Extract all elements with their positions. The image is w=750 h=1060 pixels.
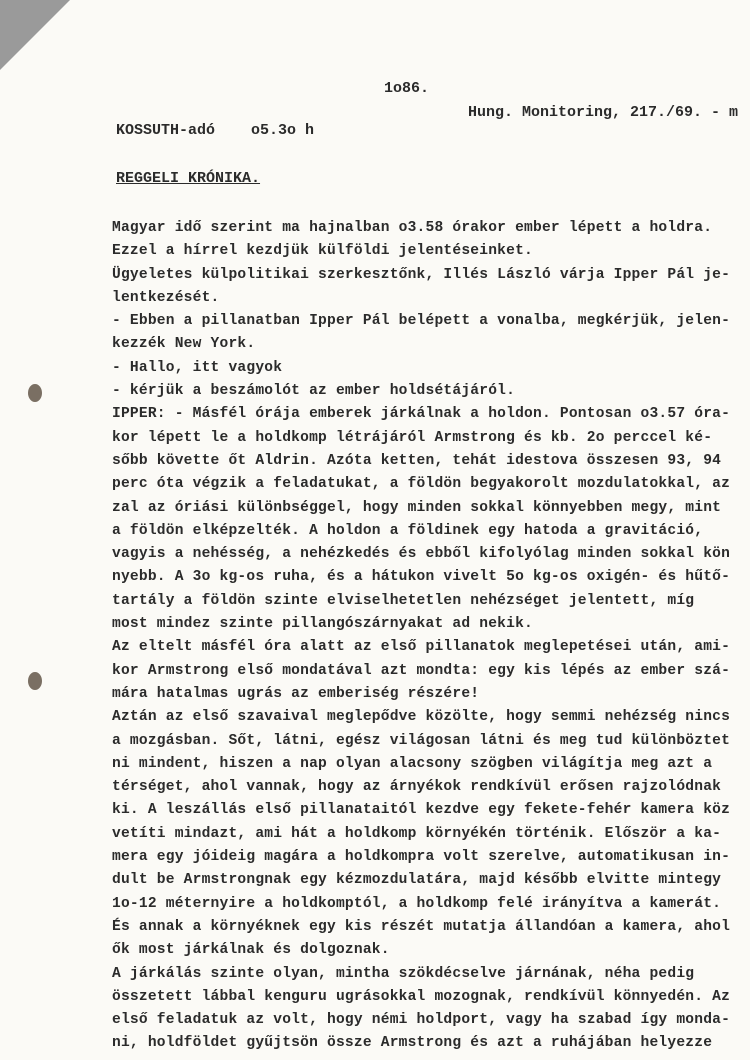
text-line: térséget, ahol vannak, hogy az árnyékok rendkívül erősen rajzolódnak bbox=[112, 779, 722, 796]
text-line: a földön elképzelték. A holdon a földinek egy hatoda a gravitáció, bbox=[112, 522, 704, 539]
text-line: Aztán az első szavaival meglepődve közölte, hogy semmi nehézség nincs bbox=[112, 709, 731, 726]
section-title: REGGELI KRÓNIKA. bbox=[116, 170, 261, 187]
text-line: összetett lábbal kenguru ugrásokkal mozognak, rendkívül könnyedén. Az bbox=[112, 988, 731, 1005]
text-line: ni mindent, hiszen a nap olyan alacsony szögben világítja meg azt a bbox=[112, 755, 713, 772]
text-line: lentkezését. bbox=[112, 289, 220, 306]
page-number: 1o86. bbox=[384, 80, 430, 97]
text-line: - Ebben a pillanatban Ipper Pál belépett a vonalba, megkérjük, jelen- bbox=[112, 313, 731, 330]
text-line: a mozgásban. Sőt, látni, egész világosan látni és meg tud különböztet bbox=[112, 732, 731, 749]
text-line: - kérjük a beszámolót az ember holdsétájáról. bbox=[112, 383, 516, 400]
text-line: kezzék New York. bbox=[112, 336, 256, 353]
text-line: most mindez szinte pillangószárnyakat ad nekik. bbox=[112, 616, 534, 633]
text-line: Magyar idő szerint ma hajnalban o3.58 órakor ember lépett a holdra. bbox=[112, 220, 713, 236]
text-line: vagyis a nehésség, a nehézkedés és ebből kifolyólag minden sokkal kön bbox=[112, 546, 731, 563]
text-line: tartály a földön szinte elviselhetetlen nehézséget jelentett, míg bbox=[112, 592, 695, 609]
text-line: Az eltelt másfél óra alatt az első pillanatok meglepetései után, ami- bbox=[112, 639, 731, 656]
text-line: nyebb. A 3o kg-os ruha, és a hátukon vivelt 5o kg-os oxigén- és hűtő- bbox=[112, 569, 731, 586]
station-time: KOSSUTH-adó o5.3o h bbox=[116, 122, 315, 139]
text-line: - Hallo, itt vagyok bbox=[112, 359, 283, 376]
text-line: ki. A leszállás első pillanataitól kezdve egy fekete-fehér kamera köz bbox=[112, 802, 731, 819]
text-line: perc óta végzik a feladatukat, a földön begyakorolt mozdulatokkal, az bbox=[112, 476, 731, 493]
text-line: A járkálás szinte olyan, mintha szökdécselve járnának, néha pedig bbox=[112, 965, 695, 982]
folded-corner bbox=[0, 0, 70, 70]
text-line: ők most járkálnak és dolgoznak. bbox=[112, 942, 390, 959]
body-text bbox=[112, 217, 750, 1056]
text-line: mára hatalmas ugrás az emberiség részére! bbox=[112, 685, 480, 702]
text-line: ni, holdföldet gyűjtsön össze Armstrong és azt a ruhájában helyezze bbox=[112, 1035, 713, 1052]
text-line: mera egy jóideig magára a holdkompra volt szerelve, automatikusan in- bbox=[112, 849, 731, 866]
text-line: És annak a környéknek egy kis részét mutatja állandóan a kamera, ahol bbox=[112, 918, 731, 935]
text-line: sőbb követte őt Aldrin. Azóta ketten, tehát idestova összesen 93, 94 bbox=[112, 452, 722, 469]
text-line: első feladatuk az volt, hogy némi holdport, vagy ha szabad így monda- bbox=[112, 1012, 731, 1029]
punch-hole-icon bbox=[28, 384, 42, 402]
text-line: kor Armstrong első mondatával azt mondta: egy kis lépés az ember szá- bbox=[112, 662, 731, 679]
text-line: IPPER: - Másfél órája emberek járkálnak a holdon. Pontosan o3.57 óra- bbox=[112, 406, 731, 423]
text-line: Ügyeletes külpolitikai szerkesztőnk, Illés László várja Ipper Pál je- bbox=[112, 266, 731, 283]
text-line: zal az óriási különbséggel, hogy minden sokkal könnyebben megy, mint bbox=[112, 499, 722, 516]
text-line: Ezzel a hírrel kezdjük külföldi jelentéseinket. bbox=[112, 243, 534, 260]
text-line: dult be Armstrongnak egy kézmozdulatára, majd később elvitte mintegy bbox=[112, 872, 722, 889]
text-line: kor lépett le a holdkomp létrájáról Armstrong és kb. 2o perccel ké- bbox=[112, 429, 713, 446]
punch-hole-icon bbox=[28, 672, 42, 690]
text-line: 1o-12 méternyire a holdkomptól, a holdkomp felé irányítva a kamerát. bbox=[112, 895, 722, 912]
text-line: vetíti mindazt, ami hát a holdkomp környékén történik. Először a ka- bbox=[112, 825, 722, 842]
monitoring-reference: Hung. Monitoring, 217./69. - m bbox=[468, 104, 739, 121]
